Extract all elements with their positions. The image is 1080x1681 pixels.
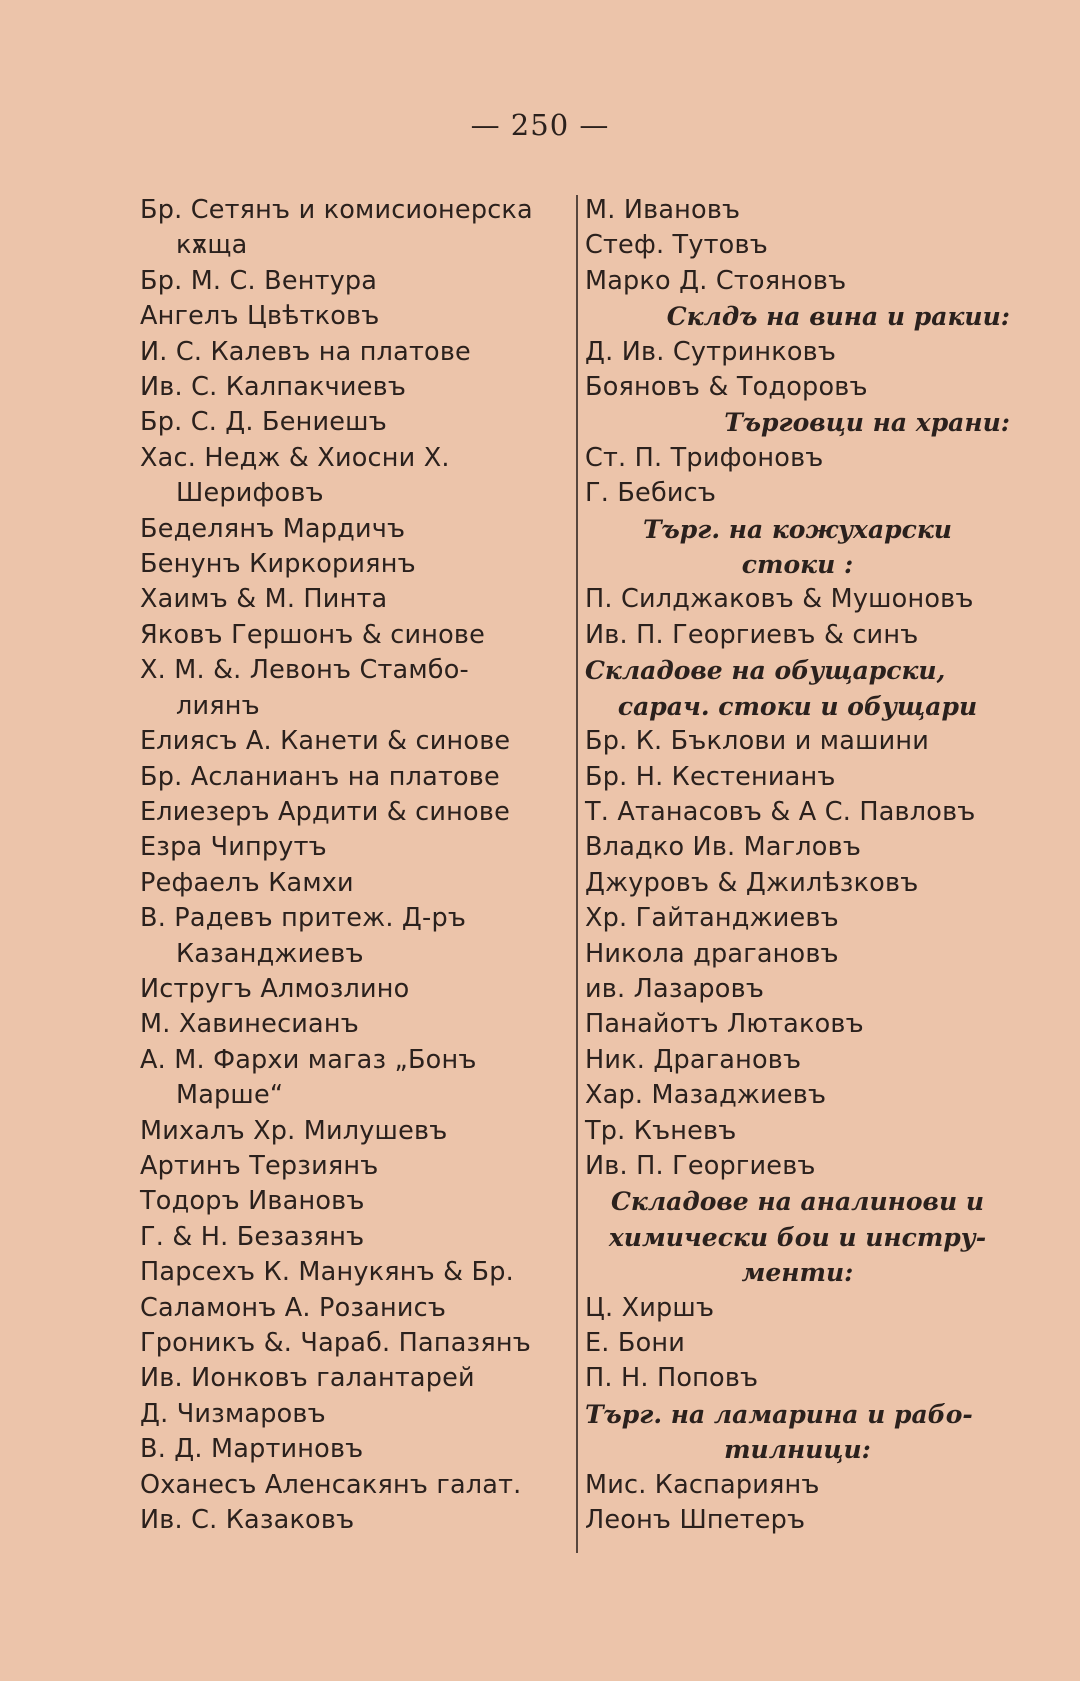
list-item: Хар. Мазаджиевъ [585, 1080, 827, 1111]
list-item: Ив. П. Георгиевъ & синъ [585, 619, 919, 650]
list-item: Гроникъ &. Чараб. Папазянъ [140, 1328, 531, 1358]
list-item-continuation: лиянъ [176, 690, 260, 721]
section-heading: Търговци на храни: [724, 408, 1010, 438]
list-item: Рефаелъ Камхи [140, 867, 354, 898]
list-item: Ив. Ионковъ галантарей [140, 1363, 475, 1394]
list-item: Х. М. &. Левонъ Стамбо- [140, 655, 469, 686]
list-item: Беделянъ Мардичъ [140, 513, 406, 544]
list-item: И. С. Калевъ на платове [140, 336, 471, 367]
list-item: М. Ивановъ [585, 195, 741, 225]
list-item: Яковъ Гершонъ & синове [140, 619, 486, 650]
list-item-continuation: кѫща [176, 230, 248, 261]
list-item: Ив. С. Калпакчиевъ [140, 372, 407, 403]
section-heading: Складове на аналинови и [611, 1187, 984, 1217]
section-heading: Търг. на ламарина и рабо- [585, 1399, 973, 1429]
list-item: Т. Атанасовъ & А С. Павловъ [585, 796, 976, 827]
list-item: Бр. Сетянъ и комисионерска [140, 195, 533, 225]
list-item: П. Н. Поповъ [585, 1363, 759, 1394]
section-heading: тилници: [724, 1435, 871, 1465]
list-item: Ив. С. Казаковъ [140, 1505, 355, 1536]
list-item: Истругъ Алмозлино [140, 973, 410, 1004]
list-item: Бр. М. С. Вентура [140, 265, 378, 296]
list-item-continuation: Казанджиевъ [176, 938, 364, 969]
list-item: Бр. К. Бъклови и машини [585, 726, 930, 757]
right-column [585, 193, 1010, 1538]
list-item: Мис. Каспариянъ [585, 1469, 820, 1500]
list-item: Панайотъ Лютаковъ [585, 1009, 864, 1040]
list-item: Хаимъ & М. Пинта [140, 584, 388, 615]
list-item: Оханесъ Аленсакянъ галат. [140, 1469, 522, 1500]
section-heading: химически бои и инстру- [608, 1222, 987, 1252]
list-item: Ангелъ Цвѣтковъ [140, 301, 380, 332]
column-divider [576, 195, 578, 1553]
list-item: Г. & Н. Безазянъ [140, 1221, 365, 1252]
list-item: Ст. П. Трифоновъ [585, 442, 824, 473]
section-heading: менти: [741, 1258, 854, 1288]
list-item: Марко Д. Стояновъ [585, 265, 847, 296]
section-heading: Търг. на кожухарски [643, 514, 952, 544]
list-item: Бояновъ & Тодоровъ [585, 372, 868, 403]
section-heading: Склдъ на вина и ракии: [666, 302, 1010, 332]
list-item: Ник. Драгановъ [585, 1044, 802, 1075]
list-item: Ц. Хиршъ [585, 1292, 715, 1323]
list-item: Д. Чизмаровъ [140, 1398, 326, 1429]
list-item: Тр. Къневъ [585, 1115, 737, 1146]
list-item: Никола драгановъ [585, 938, 839, 969]
list-item-continuation: Шерифовъ [176, 478, 324, 509]
section-heading: Складове на обущарски, [585, 656, 946, 686]
list-item: Е. Бони [585, 1328, 686, 1358]
list-item: Леонъ Шпетеръ [585, 1505, 806, 1536]
section-heading: сарач. стоки и обущари [617, 691, 978, 721]
list-item: Ив. П. Георгиевъ [585, 1150, 816, 1181]
list-item: Хр. Гайтанджиевъ [585, 903, 839, 934]
list-item: Михалъ Хр. Милушевъ [140, 1115, 448, 1146]
list-item: ив. Лазаровъ [585, 973, 765, 1004]
list-item: Артинъ Терзиянъ [140, 1150, 379, 1181]
list-item-continuation: Марше“ [176, 1080, 284, 1111]
list-item: Д. Ив. Сутринковъ [585, 336, 837, 367]
list-item: Владко Ив. Магловъ [585, 832, 862, 863]
page-number: — 250 — [470, 108, 610, 142]
list-item: П. Силджаковъ & Мушоновъ [585, 584, 974, 615]
list-item: Езра Чипрутъ [140, 832, 327, 863]
list-item: Елиясъ А. Канети & синове [140, 726, 511, 757]
list-item: Парсехъ К. Манукянъ & Бр. [140, 1257, 514, 1288]
list-item: Бенунъ Киркориянъ [140, 549, 416, 580]
list-item: Стеф. Тутовъ [585, 230, 768, 261]
list-item: Бр. Н. Кестенианъ [585, 761, 836, 792]
list-item: Бр. С. Д. Бениешъ [140, 407, 387, 438]
list-item: М. Хавинесианъ [140, 1009, 359, 1040]
left-column [140, 193, 570, 1538]
list-item: Бр. Асланианъ на платове [140, 761, 500, 792]
list-item: А. М. Фархи магаз „Бонъ [140, 1044, 477, 1075]
list-item: Саламонъ А. Розанисъ [140, 1292, 447, 1323]
section-heading: стоки : [741, 550, 854, 580]
list-item: Хас. Недж & Хиосни Х. [140, 442, 450, 473]
list-item: В. Радевъ притеж. Д-ръ [140, 903, 467, 934]
list-item: Елиезеръ Ардити & синове [140, 796, 510, 827]
list-item: Джуровъ & Джилѣзковъ [585, 867, 919, 898]
list-item: Г. Бебисъ [585, 478, 717, 509]
list-item: Тодоръ Ивановъ [140, 1186, 365, 1217]
list-item: В. Д. Мартиновъ [140, 1434, 364, 1465]
